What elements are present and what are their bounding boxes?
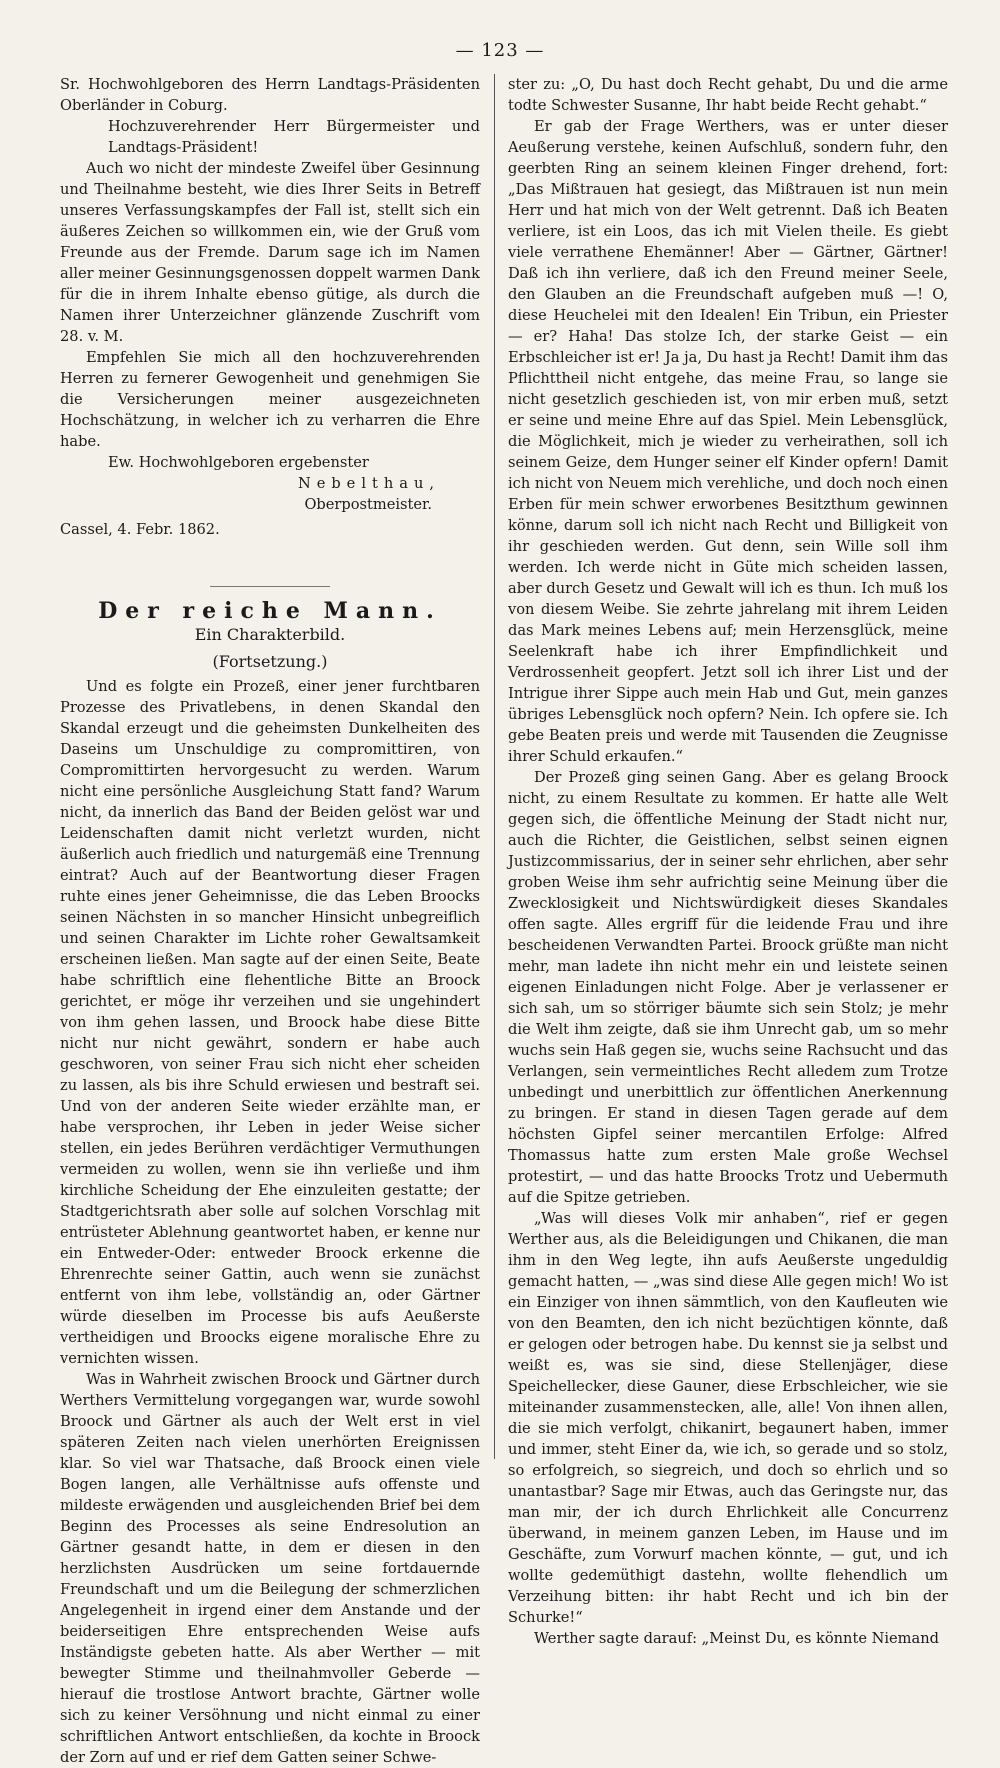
letter-paragraph: Empfehlen Sie mich all den hochzuverehrenden Herren zu fernerer Gewogenheit und genehmigen Sie die Versicherungen meiner ausgezeichneten Hochschätzung, in welcher ich zu verharren die Ehre habe.: [60, 349, 480, 450]
page-number: — 123 —: [455, 40, 545, 61]
section-divider: [210, 586, 330, 587]
story-paragraph: Er gab der Frage Werthers, was er unter dieser Aeußerung verstehe, keinen Aufschluß, sondern fuhr, den geerbten Ring an seinem kleinen Finger drehend, fort: „Das Mißtrauen hat gesiegt, das Mißtrauen ist nun mein Herr und hat mich von der Welt getrennt. Daß ich Beaten verliere, ist ein Loos, das ich mit Vielen theile. Es giebt viele verrathene Ehemänner! Aber — Gärtner, Gärtner! Daß ich ihn verliere, daß ich den Freund meiner Seele, den Glauben an die Freundschaft aufgeben muß —! O, diese Heuchelei mit den Idealen! Ein Tribun, ein Priester — er? Haha! Das stolze Ich, der starke Geist — ein Erbschleicher ist er! Ja ja, Du hast ja Recht! Damit ihm das Pflichttheil nicht entgehe, das meine Frau, so lange sie nicht gesetzlich geschieden ist, von mir erben muß, setzt er seine und meine Ehre auf das Spiel. Mein Lebensglück, die Möglichkeit, mich je wieder zu verheirathen, soll ich seinem Geize, dem Hunger seiner elf Kinder opfern! Damit ich nicht von Neuem mich verehliche, und doch noch einen Erben für mein schwer erworbenes Besitzthum gewinnen könne, darum soll ich nicht nach Recht und Billigkeit von ihr geschieden werden. Gut denn, sein Wille soll ihm werden. Ich werde nicht in Güte mich scheiden lassen, aber durch Gesetz und Gewalt will ich es thun. Ich muß los von diesem Weibe. Sie zehrte jahrelang mit ihrem Leiden das Mark meines Lebens auf; mein Herzensglück, meine Seelenkraft habe ich ihrer Empfindlichkeit und Verdrossenheit geopfert. Jetzt soll ich ihrer List und der Intrigue ihrer Sippe auch mein Hab und Gut, mein ganzes übriges Lebensglück noch opfern? Nein. Ich opfere sie. Ich gebe Beaten preis und werde mit Tausenden die Zeugnisse ihrer Schuld erkaufen.“: [508, 118, 948, 765]
right-column: [508, 74, 948, 1649]
story-paragraph: ster zu: „O, Du hast doch Recht gehabt, Du und die arme todte Schwester Susanne, Ihr habt beide Recht gehabt.“: [508, 76, 948, 114]
story-paragraph: „Was will dieses Volk mir anhaben“, rief er gegen Werther aus, als die Beleidigungen und Chikanen, die man ihm in den Weg legte, ihn aufs Aeußerste ungeduldig gemacht hatten, — „was sind diese Alle gegen mich! Wo ist ein Einziger von ihnen sämmtlich, von den Kaufleuten wie von den Beamten, den ich nicht bezüchtigen könnte, daß er gelogen oder betrogen habe. Du kennst sie ja selbst und weißt es, was sie sind, diese Stellenjäger, diese Speichellecker, diese Gauner, diese Erbschleicher, wie sie miteinander zusammenstecken, alle, alle! Von ihnen allen, die sie mich verfolgt, chikanirt, begaunert haben, immer und immer, steht Einer da, wie ich, so gerade und so stolz, so erfolgreich, so siegreich, und doch so ehrlich und so unantastbar? Sage mir Etwas, auch das Geringste nur, das man mir, der ich durch Ehrlichkeit alle Concurrenz überwand, in meinem ganzen Leben, im Hause und im Geschäfte, zum Vorwurf machen könnte, — gut, und ich wollte gedemüthigt dastehn, wollte flehendlich um Verzeihung bitten: ihr habt Recht und ich bin der Schurke!“: [508, 1210, 948, 1626]
letter-paragraph: Auch wo nicht der mindeste Zweifel über Gesinnung und Theilnahme besteht, wie dies Ihrer Seits in Betreff unseres Verfassungskampfes der Fall ist, stellt sich ein äußeres Zeichen so willkommen ein, wie der Gruß vom Freunde aus der Fremde. Darum sage ich im Namen aller meiner Gesinnungsgenossen doppelt warmen Dank für die in ihrem Inhalte ebenso gütige, als durch die Namen ihrer Unterzeichner glänzende Zuschrift vom 28. v. M.: [60, 160, 480, 345]
article-continuation-note: (Fortsetzung.): [212, 652, 328, 671]
story-paragraph: Werther sagte darauf: „Meinst Du, es könnte Niemand: [534, 1630, 939, 1647]
letter-closing: Ew. Hochwohlgeboren ergebenster: [108, 454, 369, 471]
story-paragraph: Und es folgte ein Prozeß, einer jener furchtbaren Prozesse des Privatlebens, in denen Skandal den Skandal erzeugt und die geheimsten Dunkelheiten des Daseins um Unschuldige zu compromittiren, von Compromittirten hervorgesucht zu werden. Warum nicht eine persönliche Ausgleichung Statt fand? Warum nicht, da innerlich das Band der Beiden gelöst war und Leidenschaften damit nicht verletzt wurden, nicht äußerlich auch friedlich und naturgemäß eine Trennung eintrat? Auch auf der Beantwortung dieser Fragen ruhte eines jener Geheimnisse, die das Leben Broocks seinen Nächsten in so mancher Hinsicht unbegreiflich und seinen Charakter im Lichte roher Gewaltsamkeit erscheinen ließen. Man sagte auf der einen Seite, Beate habe schriftlich eine flehentliche Bitte an Broock gerichtet, er möge ihr verzeihen und sie ungehindert von ihm gehen lassen, und Broock habe diese Bitte nicht nur nicht gewährt, sondern er habe auch geschworen, von seiner Frau sich nicht eher scheiden zu lassen, als bis ihre Schuld erwiesen und bestraft sei. Und von der anderen Seite wieder erzählte man, er habe versprochen, ihr Leben in jeder Weise sicher stellen, ein jedes Berühren verdächtiger Vermuthungen vermeiden zu wollen, wenn sie ihn verließe und ihm kirchliche Scheidung der Ehe einzuleiten gestatte; der Stadtgerichtsrath aber solle auf solchen Vorschlag mit entrüsteter Ablehnung geantwortet haben, er kenne nur ein Entweder-Oder: entweder Broock erkenne die Ehrenrechte seiner Gattin, auch wenn sie zunächst entfernt von ihm lebe, vollständig an, oder Gärtner würde dieselben im Processe bis aufs Aeußerste vertheidigen und Broocks eigene moralische Ehre zu vernichten wissen.: [60, 678, 480, 1367]
left-column: [60, 74, 480, 1768]
article-title: Der reiche Mann.: [98, 598, 442, 624]
column-divider: [494, 74, 495, 1459]
letter-signature-title: Oberpostmeister.: [304, 496, 432, 513]
letter-address: Sr. Hochwohlgeboren des Herrn Landtags-Präsidenten Oberländer in Coburg.: [60, 76, 480, 114]
story-paragraph: Was in Wahrheit zwischen Broock und Gärtner durch Werthers Vermittelung vorgegangen war, wurde sowohl Broock und Gärtner als auch der Welt erst in viel späteren Zeiten nach vielen unerhörten Ereignissen klar. So viel war Thatsache, daß Broock einen viele Bogen langen, alle Verhältnisse aufs offenste und mildeste erwägenden und ausgleichenden Brief bei dem Beginn des Processes als seine Endresolution an Gärtner gesandt hatte, in dem er diesen in den herzlichsten Ausdrücken um seine fortdauernde Freundschaft und um die Beilegung der schmerzlichen Angelegenheit in irgend einer dem Anstande und der beiderseitigen Ehre entsprechenden Weise aufs Inständigste gebeten hatte. Als aber Werther — mit bewegter Stimme und theilnahmvoller Geberde — hierauf die trostlose Antwort brachte, Gärtner wolle sich zu keiner Versöhnung und nicht einmal zu einer schriftlichen Antwort entschließen, da kochte in Broock der Zorn auf und er rief dem Gatten seiner Schwe-: [60, 1371, 480, 1766]
letter-salutation: Hochzuverehrender Herr Bürgermeister und Landtags-Präsident!: [108, 118, 480, 156]
story-paragraph: Der Prozeß ging seinen Gang. Aber es gelang Broock nicht, zu einem Resultate zu kommen. Er hatte alle Welt gegen sich, die öffentliche Meinung der Stadt nicht nur, auch die Richter, die Geistlichen, selbst seinen eignen Justizcommissarius, der in seiner sehr ehrlichen, aber sehr groben Weise ihm sehr aufrichtig seine Meinung über die Zwecklosigkeit und Nichtswürdigkeit dieses Skandales offen sagte. Alles ergriff für die leidende Frau und ihre bescheidenen Verwandten Partei. Broock grüßte man nicht mehr, man ladete ihn nicht mehr ein und leistete seinen eigenen Einladungen nicht Folge. Aber je verlassener er sich sah, um so störriger bäumte sich sein Stolz; je mehr die Welt ihm zeigte, daß sie ihm Unrecht gab, um so mehr wuchs sein Haß gegen sie, wuchs seine Rachsucht und das Verlangen, sein vermeintliches Recht alledem zum Trotze unbedingt und unerbittlich zur öffentlichen Anerkennung zu bringen. Er stand in diesen Tagen gerade auf dem höchsten Gipfel seiner mercantilen Erfolge: Alfred Thomassus hatte zum ersten Male große Wechsel protestirt, — und das hatte Broocks Trotz und Uebermuth auf die Spitze getrieben.: [508, 769, 948, 1206]
letter-signature-name: Nebelthau,: [297, 475, 440, 492]
article-subtitle: Ein Charakterbild.: [194, 625, 346, 644]
letter-dateline: Cassel, 4. Febr. 1862.: [60, 521, 220, 538]
